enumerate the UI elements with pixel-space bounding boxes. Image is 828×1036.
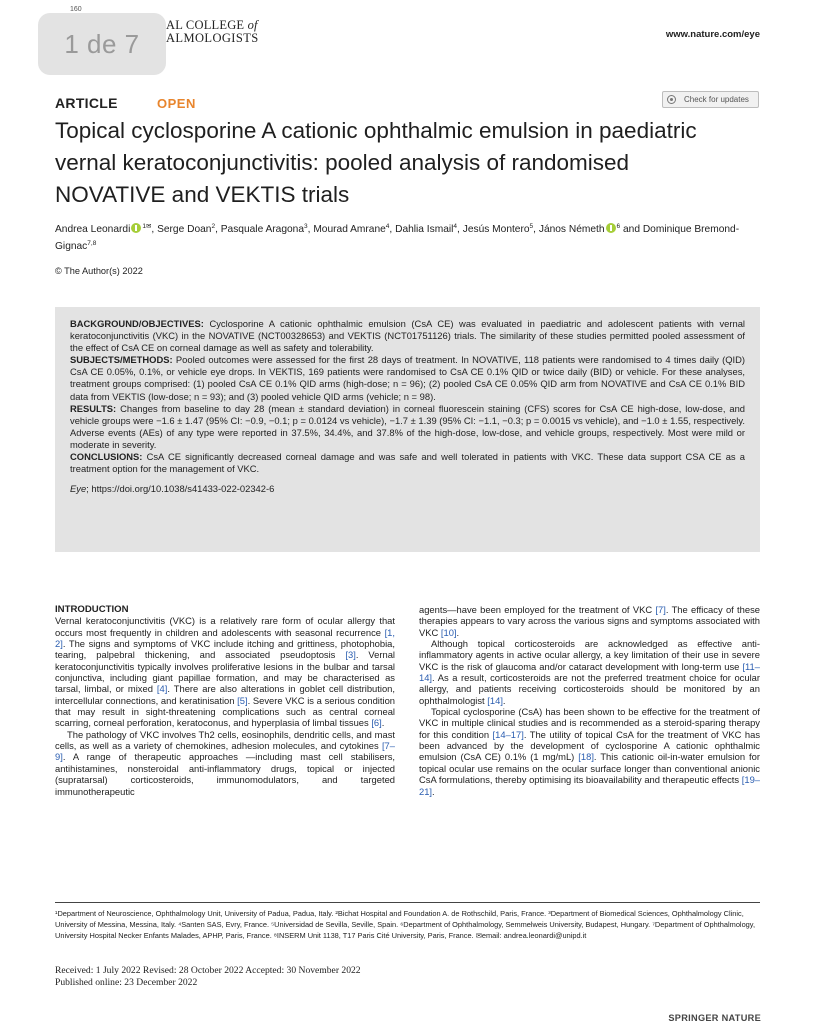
abstract-conclusions	[70, 451, 745, 475]
introduction-heading: INTRODUCTION	[55, 604, 129, 615]
footnote-divider	[55, 902, 760, 903]
citation-link[interactable]: [10]	[440, 626, 457, 638]
citation-link[interactable]: [5]	[237, 694, 248, 706]
check-updates-icon	[667, 95, 676, 104]
author-name[interactable]: János Németh	[538, 224, 605, 235]
journal-logo-text-1b: of	[247, 18, 258, 32]
author-name[interactable]: Jesús Montero	[462, 224, 530, 235]
body-column-right	[419, 604, 760, 797]
open-access-label: OPEN	[157, 96, 196, 111]
citation-link[interactable]: [7]	[655, 604, 666, 615]
citation-link[interactable]: [6]	[371, 717, 382, 729]
journal-logo-text-2: ALMOLOGISTS	[166, 31, 259, 45]
author-name[interactable]: Dahlia Ismail	[395, 224, 454, 235]
author-name[interactable]: Pasquale Aragona	[220, 224, 305, 235]
orcid-icon[interactable]	[606, 223, 616, 233]
abstract-methods-text: Pooled outcomes were assessed for the first 28 days of treatment. In NOVATIVE, 118 patients were randomised to 4 times daily (QID) CsA CE 0.05%, 0.1%, or vehicle eye drops. In VEKTIS, 169 patients were randomised to CsA CE 0.1% QID or twice daily (BID) or vehicle. For these analyses, treatment groups comprised: (1) pooled CsA CE 0.1% QID arms (high-dose; n = 96); (2) pooled CsA CE 0.05% QID arm from NOVATIVE and CsA CE 0.1% BID data from VEKTIS (low-dose; n = 93); and (3) pooled vehicle QID arms (vehicle; n = 98).	[70, 354, 745, 402]
affiliation-marker: 4	[385, 223, 390, 230]
abstract-conclusions-text: CsA CE significantly decreased corneal damage and was safe and well tolerated in patients with VKC. These data support CSA CE as a treatment option for the management of VKC.	[70, 451, 745, 475]
author-name[interactable]: Serge Doan	[157, 224, 212, 235]
abstract-background-label: BACKGROUND/OBJECTIVES:	[70, 318, 204, 329]
citation-link[interactable]: [3]	[345, 649, 356, 661]
author-name[interactable]: Andrea Leonardi	[55, 224, 131, 235]
journal-url-link[interactable]: www.nature.com/eye	[665, 29, 760, 40]
abstract-results-label: RESULTS:	[70, 402, 117, 414]
abstract-box	[55, 307, 760, 552]
doi-link[interactable]: ; https://doi.org/10.1038/s41433-022-02342-6	[86, 483, 275, 495]
body-paragraph: Vernal keratoconjunctivitis (VKC) is a relatively rare form of ocular allergy that occurs most frequently in children and adolescents with seasonal recurrence [1, 2]. The signs and symptoms of VKC include itching and grittiness, photophobia, tearing, palpebral thickening, and associated pseudoptosis [3]. Vernal keratoconjunctivitis typically involves proliferative lesions in the bulbar and tarsal conjunctiva, including giant papillae formation, and may be characterised as tarsal, limbal, or mixed [4]. There are also alterations in goblet cell distribution, intercellular connections, and keratinisation [5]. Severe VKC is a serious condition that may result in sight-threatening complications such as central corneal scarring, corneal perforation, keratoconus, and hyperplasia of limbal tissues [6].	[55, 615, 395, 729]
journal-logo	[166, 19, 259, 45]
received-dates: Received: 1 July 2022 Revised: 28 October 2022 Accepted: 30 November 2022	[55, 965, 361, 976]
check-for-updates-button[interactable]	[662, 91, 759, 108]
publication-dates	[55, 965, 615, 988]
journal-logo-text-1a: AL COLLEGE	[166, 18, 248, 32]
abstract-background	[70, 318, 745, 354]
affiliation-marker: 3	[304, 223, 308, 230]
copyright-notice: © The Author(s) 2022	[55, 266, 143, 276]
abstract-methods	[70, 354, 745, 402]
page-indicator: 1 de 7	[38, 13, 166, 75]
author-list: Andrea Leonardi $^{1✉}$, Serge Doan$^2$, Pasquale Aragona$^3$, Mourad Amrane$^4$, Dahlia Ismail$^4$, Jesús Montero$^5$, János Németh $^6$ and Dominique Bremond-Gignac$^{7,8}$	[55, 223, 740, 252]
citation-link[interactable]: [18]	[578, 751, 594, 763]
published-date: Published online: 23 December 2022	[55, 976, 198, 988]
abstract-results-text: Changes from baseline to day 28 (mean ± standard deviation) in corneal fluorescein staining (CFS) scores for CsA CE high-dose, low-dose, and vehicle groups were −1.6 ± 1.47 (95% CI: −0.9, −0.1; p = 0.0124 vs vehicle), −1.7 ± 1.39 (95% CI: −1.1, −0.3; p = 0.0015 vs vehicle), and −1.0 ± 1.55, respectively. Adverse events (AEs) of any type were reported in 37.5%, 34.4%, and 37.8% of the high-dose, low-dose, and vehicle groups, respectively. Most were mild or moderate in severity.	[70, 402, 745, 450]
affiliation-marker: 2	[211, 223, 216, 230]
citation-link[interactable]: [11–14]	[419, 660, 760, 684]
publisher-logo: SPRINGER NATURE	[668, 1013, 761, 1023]
top-page-number: 160	[70, 6, 82, 13]
orcid-icon[interactable]	[131, 223, 141, 233]
abstract-conclusions-label: CONCLUSIONS:	[70, 451, 143, 463]
article-title: Topical cyclosporine A cationic ophthalmic emulsion in paediatric vernal keratoconjunctivitis: pooled analysis of randomised NOVATIVE and VEKTIS trials	[55, 118, 697, 207]
citation-link[interactable]: [4]	[156, 683, 168, 695]
body-paragraph: Topical cyclosporine (CsA) has been shown to be effective for the treatment of VKC in multiple clinical studies and is recommended as a steroid-sparing therapy for this condition [14–17]. The utility of topical CsA for the treatment of VKC has been advanced by the development of cyclosporine A cationic ophthalmic emulsion (CsA CE) 0.1% (1 mg/mL) [18]. This cationic oil-in-water emulsion for topical ocular use remains on the ocular surface longer than conventional anionic CsA formulations, thereby optimising its bioavailability and therapeutic effects [19–21].	[419, 706, 761, 797]
abstract-methods-label: SUBJECTS/METHODS:	[70, 354, 173, 366]
citation-link[interactable]: [14]	[487, 694, 503, 706]
body-paragraph: agents—have been employed for the treatment of VKC [7]. The efficacy of these therapies appears to vary across the various signs and symptoms associated with VKC [10].	[419, 604, 760, 638]
citation-link[interactable]: [7–9]	[55, 740, 395, 763]
affiliation-marker: 7,8	[87, 240, 97, 247]
author-name[interactable]: Dominique Bremond-Gignac	[55, 224, 740, 252]
body-paragraph: Although topical corticosteroids are acknowledged as effective anti-inflammatory agents in active ocular allergy, a key limitation of their use in severe VKC is the risk of glaucoma and/or cataract development with long-term use [11–14]. As a result, corticosteroids are not the preferred treatment choice for ocular allergy, and patients receiving corticosteroids should be monitored by an ophthalmologist [14].	[419, 638, 760, 706]
citation-link[interactable]: [1, 2]	[55, 626, 395, 650]
doi-journal: Eye	[70, 483, 87, 495]
citation-link[interactable]: [14–17]	[492, 728, 524, 740]
affiliations-footnote: ¹Department of Neuroscience, Ophthalmology Unit, University of Padua, Padua, Italy. ²Bichat Hospital and Foundation A. de Rothschild, Paris, France. ³Department of Biomedical Sciences, Ophthalmology Clinic, University of Messina, Messina, Italy. ⁴Santen SAS, Evry, France. ⁵Universidad de Sevilla, Seville, Spain. ⁶Department of Ophthalmology, Semmelweis University, Budapest, Hungary. ⁷Department of Ophthalmology, University Hospital Necker Enfants Malades, APHP, Paris, France. ⁸INSERM Unit 1138, T17 Paris Cité University, Paris, France. ✉email: andrea.leonardi@unipd.it	[55, 909, 755, 941]
body-column-left	[55, 604, 395, 797]
affiliation-marker: 1✉	[142, 223, 152, 230]
author-name[interactable]: Mourad Amrane	[313, 224, 386, 235]
body-paragraph: The pathology of VKC involves Th2 cells, eosinophils, dendritic cells, and mast cells, as well as a variety of chemokines, adhesion molecules, and cytokines [7–9]. A range of therapeutic approaches —including mast cell stabilisers, antihistamines, nonsteroidal anti-inflammatory drugs, topical or injected (supratarsal) corticosteroids, immunomodulators, and targeted immunotherapeutic	[55, 728, 395, 797]
citation-link[interactable]: [19–21]	[419, 774, 760, 797]
affiliation-marker: 5	[529, 223, 534, 230]
article-type-label: ARTICLE	[55, 95, 118, 111]
check-updates-label: Check for updates	[684, 95, 749, 104]
doi-line[interactable]	[70, 483, 745, 495]
abstract-background-text: Cyclosporine A cationic ophthalmic emulsion (CsA CE) was evaluated in paediatric and adolescent patients with vernal keratoconjunctivitis (VKC) in the NOVATIVE (NCT00328653) and VEKTIS (NCT01751126) trials. The similarity of these studies permitted pooled assessment of the effect of CsA CE on corneal damage as well as safety and tolerability.	[70, 318, 746, 354]
affiliation-marker: 6	[616, 223, 621, 230]
affiliation-marker: 4	[453, 223, 458, 230]
abstract-results	[70, 403, 745, 451]
